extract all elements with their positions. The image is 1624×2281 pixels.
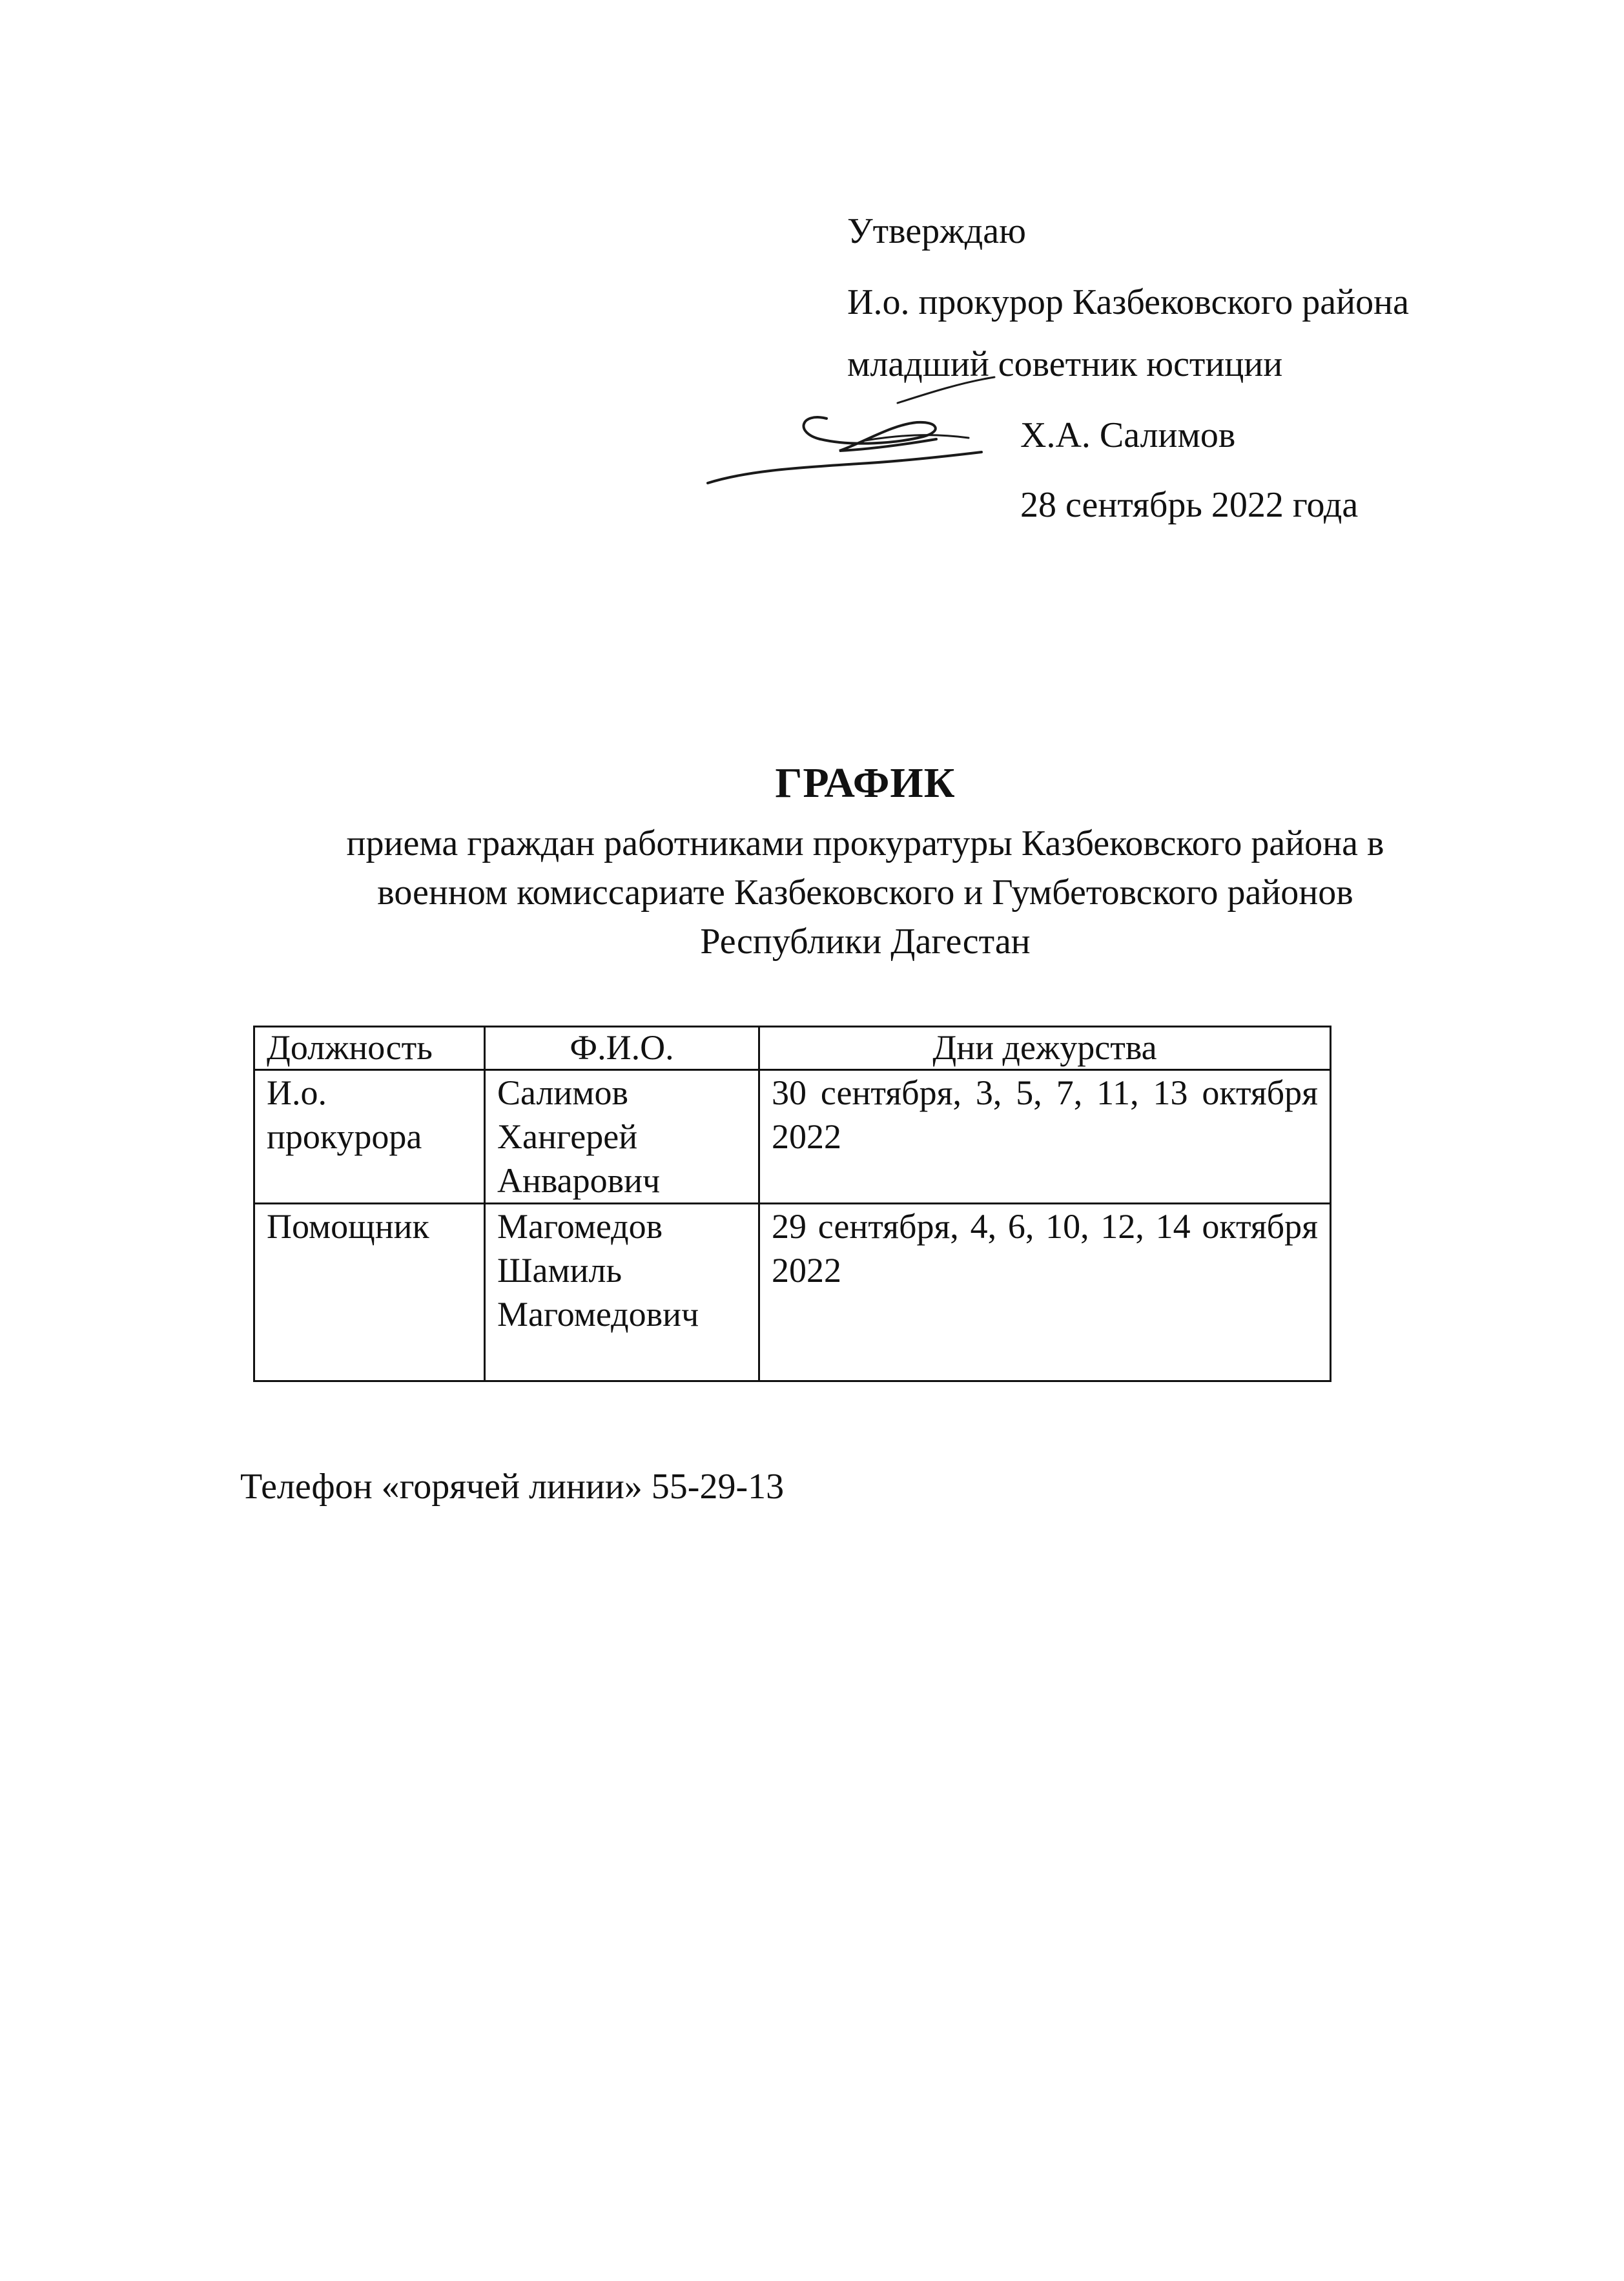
approval-approve: Утверждаю <box>847 211 1026 251</box>
fio-line: Хангерей <box>497 1117 638 1156</box>
fio-line: Салимов <box>497 1073 628 1112</box>
cell-fio <box>485 1204 759 1381</box>
position-line: прокурора <box>267 1117 422 1156</box>
cell-position <box>254 1070 485 1204</box>
subtitle-line: приема граждан работниками прокуратуры Казбековского района в <box>346 823 1384 863</box>
schedule-table <box>253 1026 1331 1382</box>
cell-days: 30 сентября, 3, 5, 7, 11, 13 октября 2022 <box>759 1070 1331 1204</box>
header-days: Дни дежурства <box>759 1027 1331 1070</box>
approval-date: 28 сентябрь 2022 года <box>1020 485 1359 525</box>
fio-line: Магомедович <box>497 1295 699 1334</box>
title-block <box>161 759 1569 966</box>
fio-line: Магомедов <box>497 1207 663 1246</box>
fio-line: Анварович <box>497 1161 661 1200</box>
approval-name: Х.А. Салимов <box>1020 415 1236 455</box>
table-row <box>254 1204 1331 1381</box>
document-subtitle <box>161 819 1569 966</box>
cell-days: 29 сентября, 4, 6, 10, 12, 14 октября 2022 <box>759 1204 1331 1381</box>
subtitle-line: Республики Дагестан <box>700 922 1031 962</box>
cell-position <box>254 1204 485 1381</box>
position-line: И.о. <box>267 1073 327 1112</box>
position-line: Помощник <box>267 1207 429 1246</box>
cell-fio <box>485 1070 759 1204</box>
table-header-row <box>254 1027 1331 1070</box>
signature-image <box>704 373 1040 496</box>
hotline-phone: Телефон «горячей линии» 55-29-13 <box>240 1467 785 1507</box>
fio-line: Шамиль <box>497 1251 622 1290</box>
subtitle-line: военном комиссариате Казбековского и Гумбетовского районов <box>377 872 1353 913</box>
header-position: Должность <box>254 1027 485 1070</box>
table-row <box>254 1070 1331 1204</box>
document-title: ГРАФИК <box>775 759 956 807</box>
approval-rank: младший советник юстиции <box>847 344 1283 384</box>
header-fio: Ф.И.О. <box>485 1027 759 1070</box>
approval-position: И.о. прокурор Казбековского района <box>847 282 1409 322</box>
